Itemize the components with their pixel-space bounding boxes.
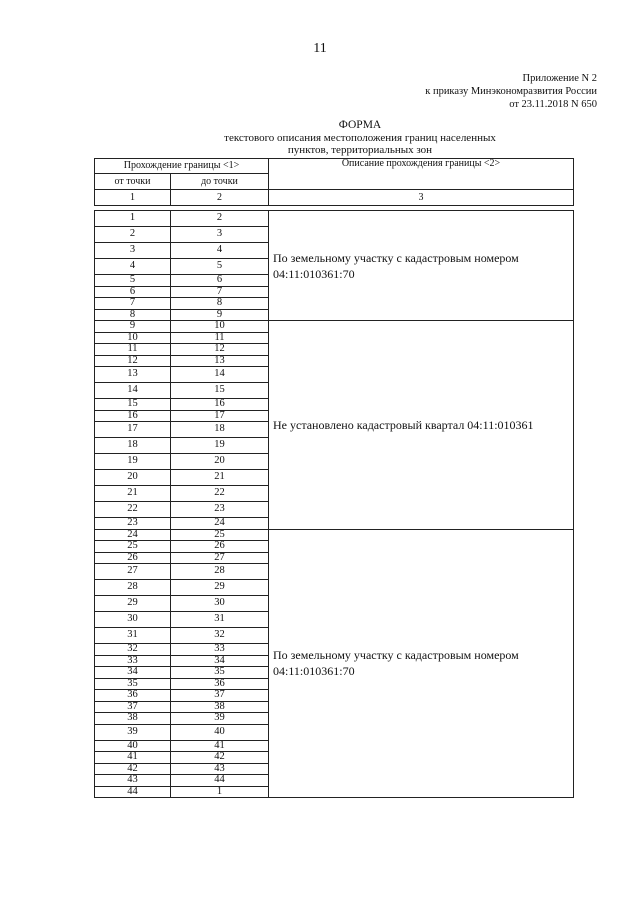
to-point-cell: 40 [171,724,269,740]
to-point-cell: 28 [171,564,269,580]
to-point-cell: 21 [171,470,269,486]
from-point-cell: 5 [95,275,171,287]
from-point-cell: 19 [95,454,171,470]
to-point-cell: 41 [171,740,269,752]
to-point-cell: 14 [171,367,269,383]
to-point-cell: 22 [171,486,269,502]
to-point-cell: 20 [171,454,269,470]
from-point-cell: 36 [95,690,171,702]
appendix-line-1: Приложение N 2 [522,73,597,84]
from-point-cell: 27 [95,564,171,580]
to-point-cell: 36 [171,678,269,690]
form-title-block [160,119,560,157]
from-point-cell: 6 [95,286,171,298]
to-point-cell: 4 [171,243,269,259]
from-point-cell: 41 [95,752,171,764]
from-point-cell: 31 [95,628,171,644]
to-point-cell: 9 [171,309,269,321]
from-point-cell: 29 [95,596,171,612]
header-to-point: до точки [171,174,269,190]
from-point-cell: 33 [95,655,171,667]
to-point-cell: 6 [171,275,269,287]
from-point-cell: 15 [95,399,171,411]
from-point-cell: 13 [95,367,171,383]
from-point-cell: 22 [95,502,171,518]
boundary-table [94,158,574,798]
table-body [95,211,574,798]
to-point-cell: 15 [171,383,269,399]
from-point-cell: 16 [95,410,171,422]
page-number: 11 [313,41,327,56]
from-point-cell: 20 [95,470,171,486]
from-point-cell: 7 [95,298,171,310]
to-point-cell: 7 [171,286,269,298]
from-point-cell: 18 [95,438,171,454]
appendix-line-2: к приказу Минэкономразвития России [425,86,597,97]
header-from-point: от точки [95,174,171,190]
to-point-cell: 17 [171,410,269,422]
from-point-cell: 21 [95,486,171,502]
to-point-cell: 32 [171,628,269,644]
from-point-cell: 43 [95,775,171,787]
to-point-cell: 23 [171,502,269,518]
from-point-cell: 34 [95,667,171,679]
to-point-cell: 29 [171,580,269,596]
to-point-cell: 12 [171,344,269,356]
from-point-cell: 1 [95,211,171,227]
to-point-cell: 44 [171,775,269,787]
from-point-cell: 14 [95,383,171,399]
column-number-2: 2 [171,190,269,206]
from-point-cell: 2 [95,227,171,243]
from-point-cell: 11 [95,344,171,356]
from-point-cell: 4 [95,259,171,275]
to-point-cell: 18 [171,422,269,438]
header-description: Описание прохождения границы <2> [269,159,574,190]
header-passage: Прохождение границы <1> [95,159,269,174]
from-point-cell: 28 [95,580,171,596]
to-point-cell: 1 [171,786,269,798]
to-point-cell: 34 [171,655,269,667]
from-point-cell: 12 [95,355,171,367]
to-point-cell: 30 [171,596,269,612]
table-row [95,211,574,227]
appendix-line-3: от 23.11.2018 N 650 [509,99,597,110]
to-point-cell: 25 [171,529,269,541]
from-point-cell: 25 [95,541,171,553]
from-point-cell: 42 [95,763,171,775]
to-point-cell: 35 [171,667,269,679]
from-point-cell: 26 [95,552,171,564]
appendix-header [425,72,597,111]
from-point-cell: 17 [95,422,171,438]
from-point-cell: 38 [95,713,171,725]
from-point-cell: 40 [95,740,171,752]
from-point-cell: 10 [95,332,171,344]
boundary-description-cell: По земельному участку с кадастровым номером 04:11:010361:70 [269,211,574,321]
to-point-cell: 16 [171,399,269,411]
to-point-cell: 43 [171,763,269,775]
from-point-cell: 44 [95,786,171,798]
form-subtitle-2: пунктов, территориальных зон [287,144,433,156]
to-point-cell: 13 [171,355,269,367]
to-point-cell: 31 [171,612,269,628]
from-point-cell: 24 [95,529,171,541]
to-point-cell: 3 [171,227,269,243]
from-point-cell: 37 [95,701,171,713]
to-point-cell: 39 [171,713,269,725]
to-point-cell: 42 [171,752,269,764]
to-point-cell: 26 [171,541,269,553]
boundary-description-cell: По земельному участку с кадастровым номером 04:11:010361:70 [269,529,574,798]
boundary-description-cell: Не установлено кадастровый квартал 04:11:010361 [269,321,574,530]
from-point-cell: 23 [95,518,171,530]
to-point-cell: 5 [171,259,269,275]
to-point-cell: 37 [171,690,269,702]
from-point-cell: 39 [95,724,171,740]
form-title: ФОРМА [338,119,382,131]
from-point-cell: 35 [95,678,171,690]
from-point-cell: 3 [95,243,171,259]
form-subtitle-1: текстового описания местоположения границ населенных [224,131,496,144]
to-point-cell: 8 [171,298,269,310]
column-number-1: 1 [95,190,171,206]
to-point-cell: 11 [171,332,269,344]
to-point-cell: 33 [171,644,269,656]
table-row [95,321,574,333]
to-point-cell: 38 [171,701,269,713]
from-point-cell: 32 [95,644,171,656]
from-point-cell: 8 [95,309,171,321]
from-point-cell: 30 [95,612,171,628]
to-point-cell: 19 [171,438,269,454]
from-point-cell: 9 [95,321,171,333]
column-number-3: 3 [269,190,574,206]
to-point-cell: 24 [171,518,269,530]
to-point-cell: 27 [171,552,269,564]
to-point-cell: 2 [171,211,269,227]
to-point-cell: 10 [171,321,269,333]
table-row [95,529,574,541]
